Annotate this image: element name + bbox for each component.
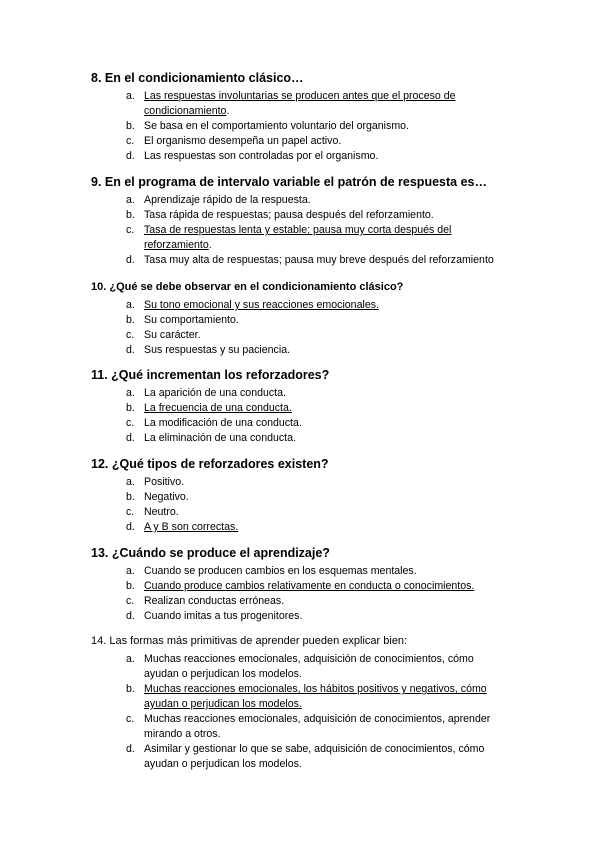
option-text-line: reforzamiento — [144, 239, 209, 251]
option-text-line: Negativo. — [144, 491, 189, 503]
answer-option — [91, 313, 531, 328]
option-letter: c. — [126, 329, 135, 341]
answer-option — [91, 298, 531, 313]
option-text-line: Se basa en el comportamiento voluntario del organismo. — [144, 120, 409, 132]
option-text-line: Tasa rápida de respuestas; pausa después del reforzamiento. — [144, 209, 434, 221]
answer-option — [91, 401, 531, 416]
option-letter: b. — [126, 491, 135, 503]
option-letter: b. — [126, 314, 135, 326]
question-title: 12. ¿Qué tipos de reforzadores existen? — [91, 457, 329, 471]
question-title: 13. ¿Cuándo se produce el aprendizaje? — [91, 546, 330, 560]
option-text-line: Neutro. — [144, 506, 179, 518]
option-text-line: Positivo. — [144, 476, 185, 488]
answer-option — [91, 742, 531, 772]
option-letter: d. — [126, 521, 135, 533]
option-text-line: Cuando produce cambios relativamente en conducta o conocimientos. — [144, 580, 475, 592]
option-trailing-punct: . — [208, 239, 212, 251]
option-letter: a. — [126, 653, 135, 665]
option-text-line: Sus respuestas y su paciencia. — [144, 344, 291, 356]
option-trailing-punct: . — [226, 105, 230, 117]
option-text-line: mirando a otros. — [144, 728, 221, 740]
options-list — [91, 652, 531, 772]
option-letter: a. — [126, 387, 135, 399]
options-list — [91, 298, 531, 358]
option-text-line: El organismo desempeña un papel activo. — [144, 135, 342, 147]
option-text-line: Aprendizaje rápido de la respuesta. — [144, 194, 311, 206]
options-list — [91, 564, 531, 624]
question-title: 10. ¿Qué se debe observar en el condicionamiento clásico? — [91, 281, 404, 293]
option-letter: c. — [126, 595, 135, 607]
option-text-line: ayudan o perjudican los modelos. — [144, 668, 302, 680]
option-letter: c. — [126, 506, 135, 518]
answer-option — [91, 416, 531, 431]
question-title: 14. Las formas más primitivas de aprender pueden explicar bien: — [91, 635, 408, 647]
answer-option — [91, 149, 531, 164]
option-letter: b. — [126, 120, 135, 132]
answer-option — [91, 223, 531, 253]
question-13 — [91, 546, 531, 624]
question-title: 11. ¿Qué incrementan los reforzadores? — [91, 368, 330, 382]
option-letter: b. — [126, 580, 135, 592]
option-letter: c. — [126, 135, 135, 147]
answer-option — [91, 712, 531, 742]
answer-option — [91, 193, 531, 208]
answer-option — [91, 208, 531, 223]
option-letter: d. — [126, 344, 135, 356]
option-letter: d. — [126, 150, 135, 162]
option-text-line: Muchas reacciones emocionales, adquisición de conocimientos, cómo — [144, 653, 474, 665]
option-letter: c. — [126, 417, 135, 429]
answer-option — [91, 652, 531, 682]
answer-option — [91, 386, 531, 401]
option-letter: b. — [126, 209, 135, 221]
option-text-line: La eliminación de una conducta. — [144, 432, 296, 444]
option-letter: a. — [126, 476, 135, 488]
options-list — [91, 475, 531, 535]
option-text-line: Cuando se producen cambios en los esquemas mentales. — [144, 565, 417, 577]
answer-option — [91, 579, 531, 594]
option-text-line: ayudan o perjudican los modelos. — [144, 758, 302, 770]
option-letter: c. — [126, 713, 135, 725]
question-10 — [91, 280, 531, 358]
option-letter: a. — [126, 299, 135, 311]
question-9 — [91, 175, 531, 268]
option-text-line: La frecuencia de una conducta. — [144, 402, 292, 414]
option-text-line: Su carácter. — [144, 329, 201, 341]
answer-option — [91, 564, 531, 579]
option-text-line: Asimilar y gestionar lo que se sabe, adquisición de conocimientos, cómo — [144, 743, 485, 755]
option-text-line: Su tono emocional y sus reacciones emocionales. — [144, 299, 379, 311]
option-text-line: condicionamiento — [144, 105, 227, 117]
options-list — [91, 193, 531, 268]
option-letter: b. — [126, 683, 135, 695]
option-text-line: La modificación de una conducta. — [144, 417, 302, 429]
option-text-line: Tasa muy alta de respuestas; pausa muy breve después del reforzamiento — [144, 254, 494, 266]
option-letter: d. — [126, 254, 135, 266]
answer-option — [91, 475, 531, 490]
answer-option — [91, 253, 531, 268]
question-title: 8. En el condicionamiento clásico… — [91, 71, 304, 85]
option-text-line: Las respuestas involuntarias se producen antes que el proceso de — [144, 90, 456, 102]
option-letter: a. — [126, 90, 135, 102]
option-text-line: Tasa de respuestas lenta y estable; pausa muy corta después del — [144, 224, 452, 236]
answer-option — [91, 431, 531, 446]
option-letter: d. — [126, 610, 135, 622]
option-text-line: A y B son correctas. — [144, 521, 239, 533]
option-text-line: Las respuestas son controladas por el organismo. — [144, 150, 379, 162]
answer-option — [91, 119, 531, 134]
answer-option — [91, 609, 531, 624]
question-8 — [91, 71, 531, 164]
question-title: 9. En el programa de intervalo variable el patrón de respuesta es… — [91, 175, 487, 189]
option-text-line: ayudan o perjudican los modelos. — [144, 698, 302, 710]
answer-option — [91, 505, 531, 520]
option-text-line: Muchas reacciones emocionales, adquisición de conocimientos, aprender — [144, 713, 491, 725]
answer-option — [91, 343, 531, 358]
options-list — [91, 386, 531, 446]
option-text-line: La aparición de una conducta. — [144, 387, 286, 399]
option-text-line: Su comportamiento. — [144, 314, 239, 326]
option-letter: a. — [126, 194, 135, 206]
option-letter: a. — [126, 565, 135, 577]
option-letter: d. — [126, 432, 135, 444]
option-text-line: Cuando imitas a tus progenitores. — [144, 610, 303, 622]
option-text-line: Muchas reacciones emocionales, los hábitos positivos y negativos, cómo — [144, 683, 487, 695]
question-12 — [91, 457, 531, 535]
answer-option — [91, 682, 531, 712]
question-14 — [91, 634, 531, 772]
options-list — [91, 89, 531, 164]
option-letter: b. — [126, 402, 135, 414]
answer-option — [91, 520, 531, 535]
question-11 — [91, 368, 531, 446]
option-letter: d. — [126, 743, 135, 755]
option-text-line: Realizan conductas erróneas. — [144, 595, 285, 607]
answer-option — [91, 490, 531, 505]
answer-option — [91, 328, 531, 343]
option-letter: c. — [126, 224, 135, 236]
answer-option — [91, 134, 531, 149]
answer-option — [91, 594, 531, 609]
answer-option — [91, 89, 531, 119]
